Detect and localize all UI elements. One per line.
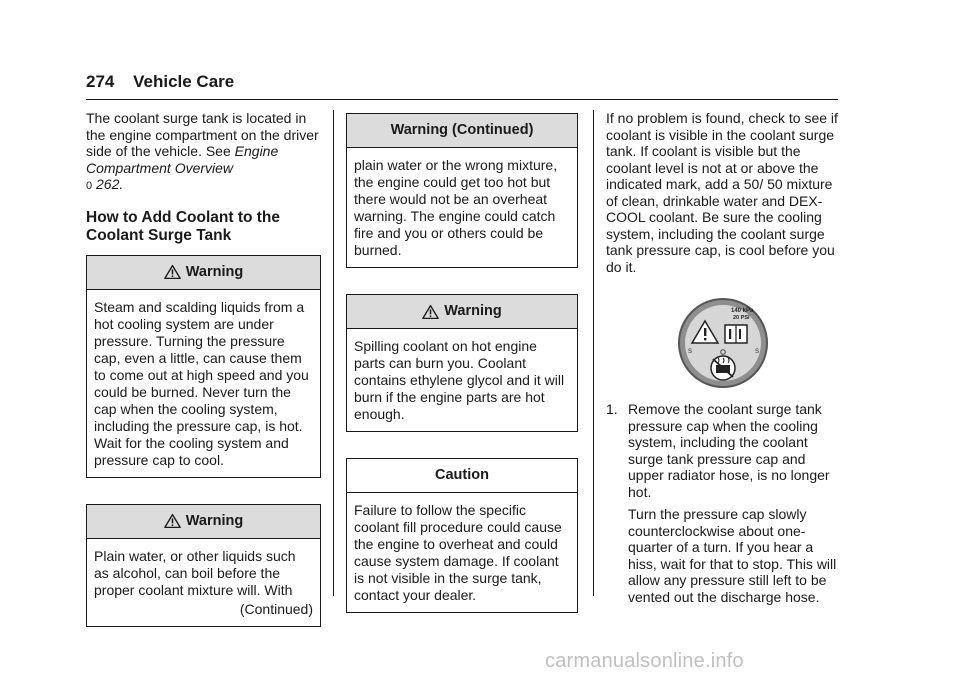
warning-box bbox=[86, 255, 321, 478]
warning-box bbox=[86, 504, 321, 627]
warning-header: Warning (Continued) bbox=[347, 114, 577, 148]
manual-book-icon bbox=[725, 325, 747, 343]
step-text: Remove the coolant surge tank pressure cap when the cooling system, including the coolant surge tank pressure cap and upper radiator hose, is no longer hot. bbox=[628, 401, 830, 500]
column-2 bbox=[346, 113, 578, 639]
list-item bbox=[606, 401, 840, 605]
intro-text: The coolant surge tank is located in the engine compartment on the driver side of the vehicle. See bbox=[86, 110, 319, 159]
warning-body bbox=[87, 539, 320, 626]
warning-body: plain water or the wrong mixture, the engine could get too hot but there would not be an overheat warning. The engine could catch fire and you or others could be burned. bbox=[354, 157, 558, 258]
warning-triangle-icon bbox=[164, 513, 181, 529]
page-number: 274 bbox=[86, 72, 115, 91]
warning-continued-box bbox=[346, 113, 578, 268]
warning-triangle-icon bbox=[164, 264, 181, 280]
cap-side-label: S bbox=[755, 349, 760, 355]
caution-header: Caution bbox=[347, 459, 577, 493]
caution-box bbox=[346, 458, 578, 613]
cross-reference-page[interactable]: 262. bbox=[96, 176, 124, 192]
pressure-cap-figure bbox=[606, 297, 840, 389]
warning-box bbox=[346, 294, 578, 432]
step-subtext: Turn the pressure cap slowly counterclockwise about one-quarter of a turn. If you hear a hiss, wait for that to stop. This will allow any pressure still left to be vented out the discharge hose. bbox=[628, 506, 837, 605]
column-3 bbox=[606, 110, 840, 605]
warning-body: Spilling coolant on hot engine parts can burn you. Coolant contains ethylene glycol and it will burn if the engine parts are hot enough. bbox=[354, 338, 565, 422]
continued-label: (Continued) bbox=[239, 600, 313, 617]
warning-title: Warning bbox=[185, 263, 244, 280]
hot-coolant-icon bbox=[711, 356, 735, 380]
column-1 bbox=[86, 110, 321, 653]
step-content bbox=[628, 401, 840, 605]
intro-paragraph: If no problem is found, check to see if coolant is visible in the coolant surge tank. If coolant is visible but the coolant level is not at or above the indicated mark, add a 50/ 50 mixture of clean, drinkable water and DEX-COOL coolant. Be sure the cooling system, including the coolant surge tank pressure cap, is cool before you do it. bbox=[606, 110, 838, 275]
column-divider bbox=[593, 110, 594, 596]
watermark: carmanualsonline.info bbox=[545, 650, 744, 672]
cross-reference-link[interactable]: Engine Compartment Overview bbox=[86, 143, 279, 176]
section-heading: How to Add Coolant to the Coolant Surge Tank bbox=[86, 208, 280, 244]
cap-side-label: S bbox=[688, 349, 693, 355]
warning-text: Plain water, or other liquids such as alcohol, can boil before the proper coolant mixture will. With bbox=[94, 547, 296, 598]
procedure-steps bbox=[606, 401, 840, 605]
intro-paragraph bbox=[86, 110, 321, 195]
warning-title: Warning bbox=[444, 303, 502, 320]
warning-header bbox=[87, 256, 320, 290]
warning-triangle-icon bbox=[422, 304, 439, 320]
section-title: Vehicle Care bbox=[133, 72, 235, 91]
warning-title: Warning bbox=[185, 512, 244, 529]
warning-header bbox=[347, 295, 577, 329]
caution-body: Failure to follow the specific coolant fill procedure could cause the engine to overheat and could cause system damage. If coolant is not visible in the surge tank, contact your dealer. bbox=[354, 502, 562, 603]
header-rule bbox=[86, 99, 838, 100]
warning-header bbox=[87, 505, 320, 539]
column-divider bbox=[333, 110, 334, 596]
page-header bbox=[86, 72, 234, 92]
page-ref-icon: 0 bbox=[86, 180, 93, 192]
step-number: 1. bbox=[606, 401, 618, 417]
warning-body: Steam and scalding liquids from a hot cooling system are under pressure. Turning the pressure cap, even a little, can cause them to come out at high speed and you could be burned. Never turn the cap when the cooling system, including the pressure cap, is hot. Wait for the cooling system and pressure cap to cool. bbox=[94, 298, 309, 468]
cap-psi-label: 20 PSI bbox=[733, 315, 750, 321]
cap-kpa-label: 140 kPa bbox=[731, 308, 754, 314]
pressure-cap-image bbox=[675, 297, 771, 389]
